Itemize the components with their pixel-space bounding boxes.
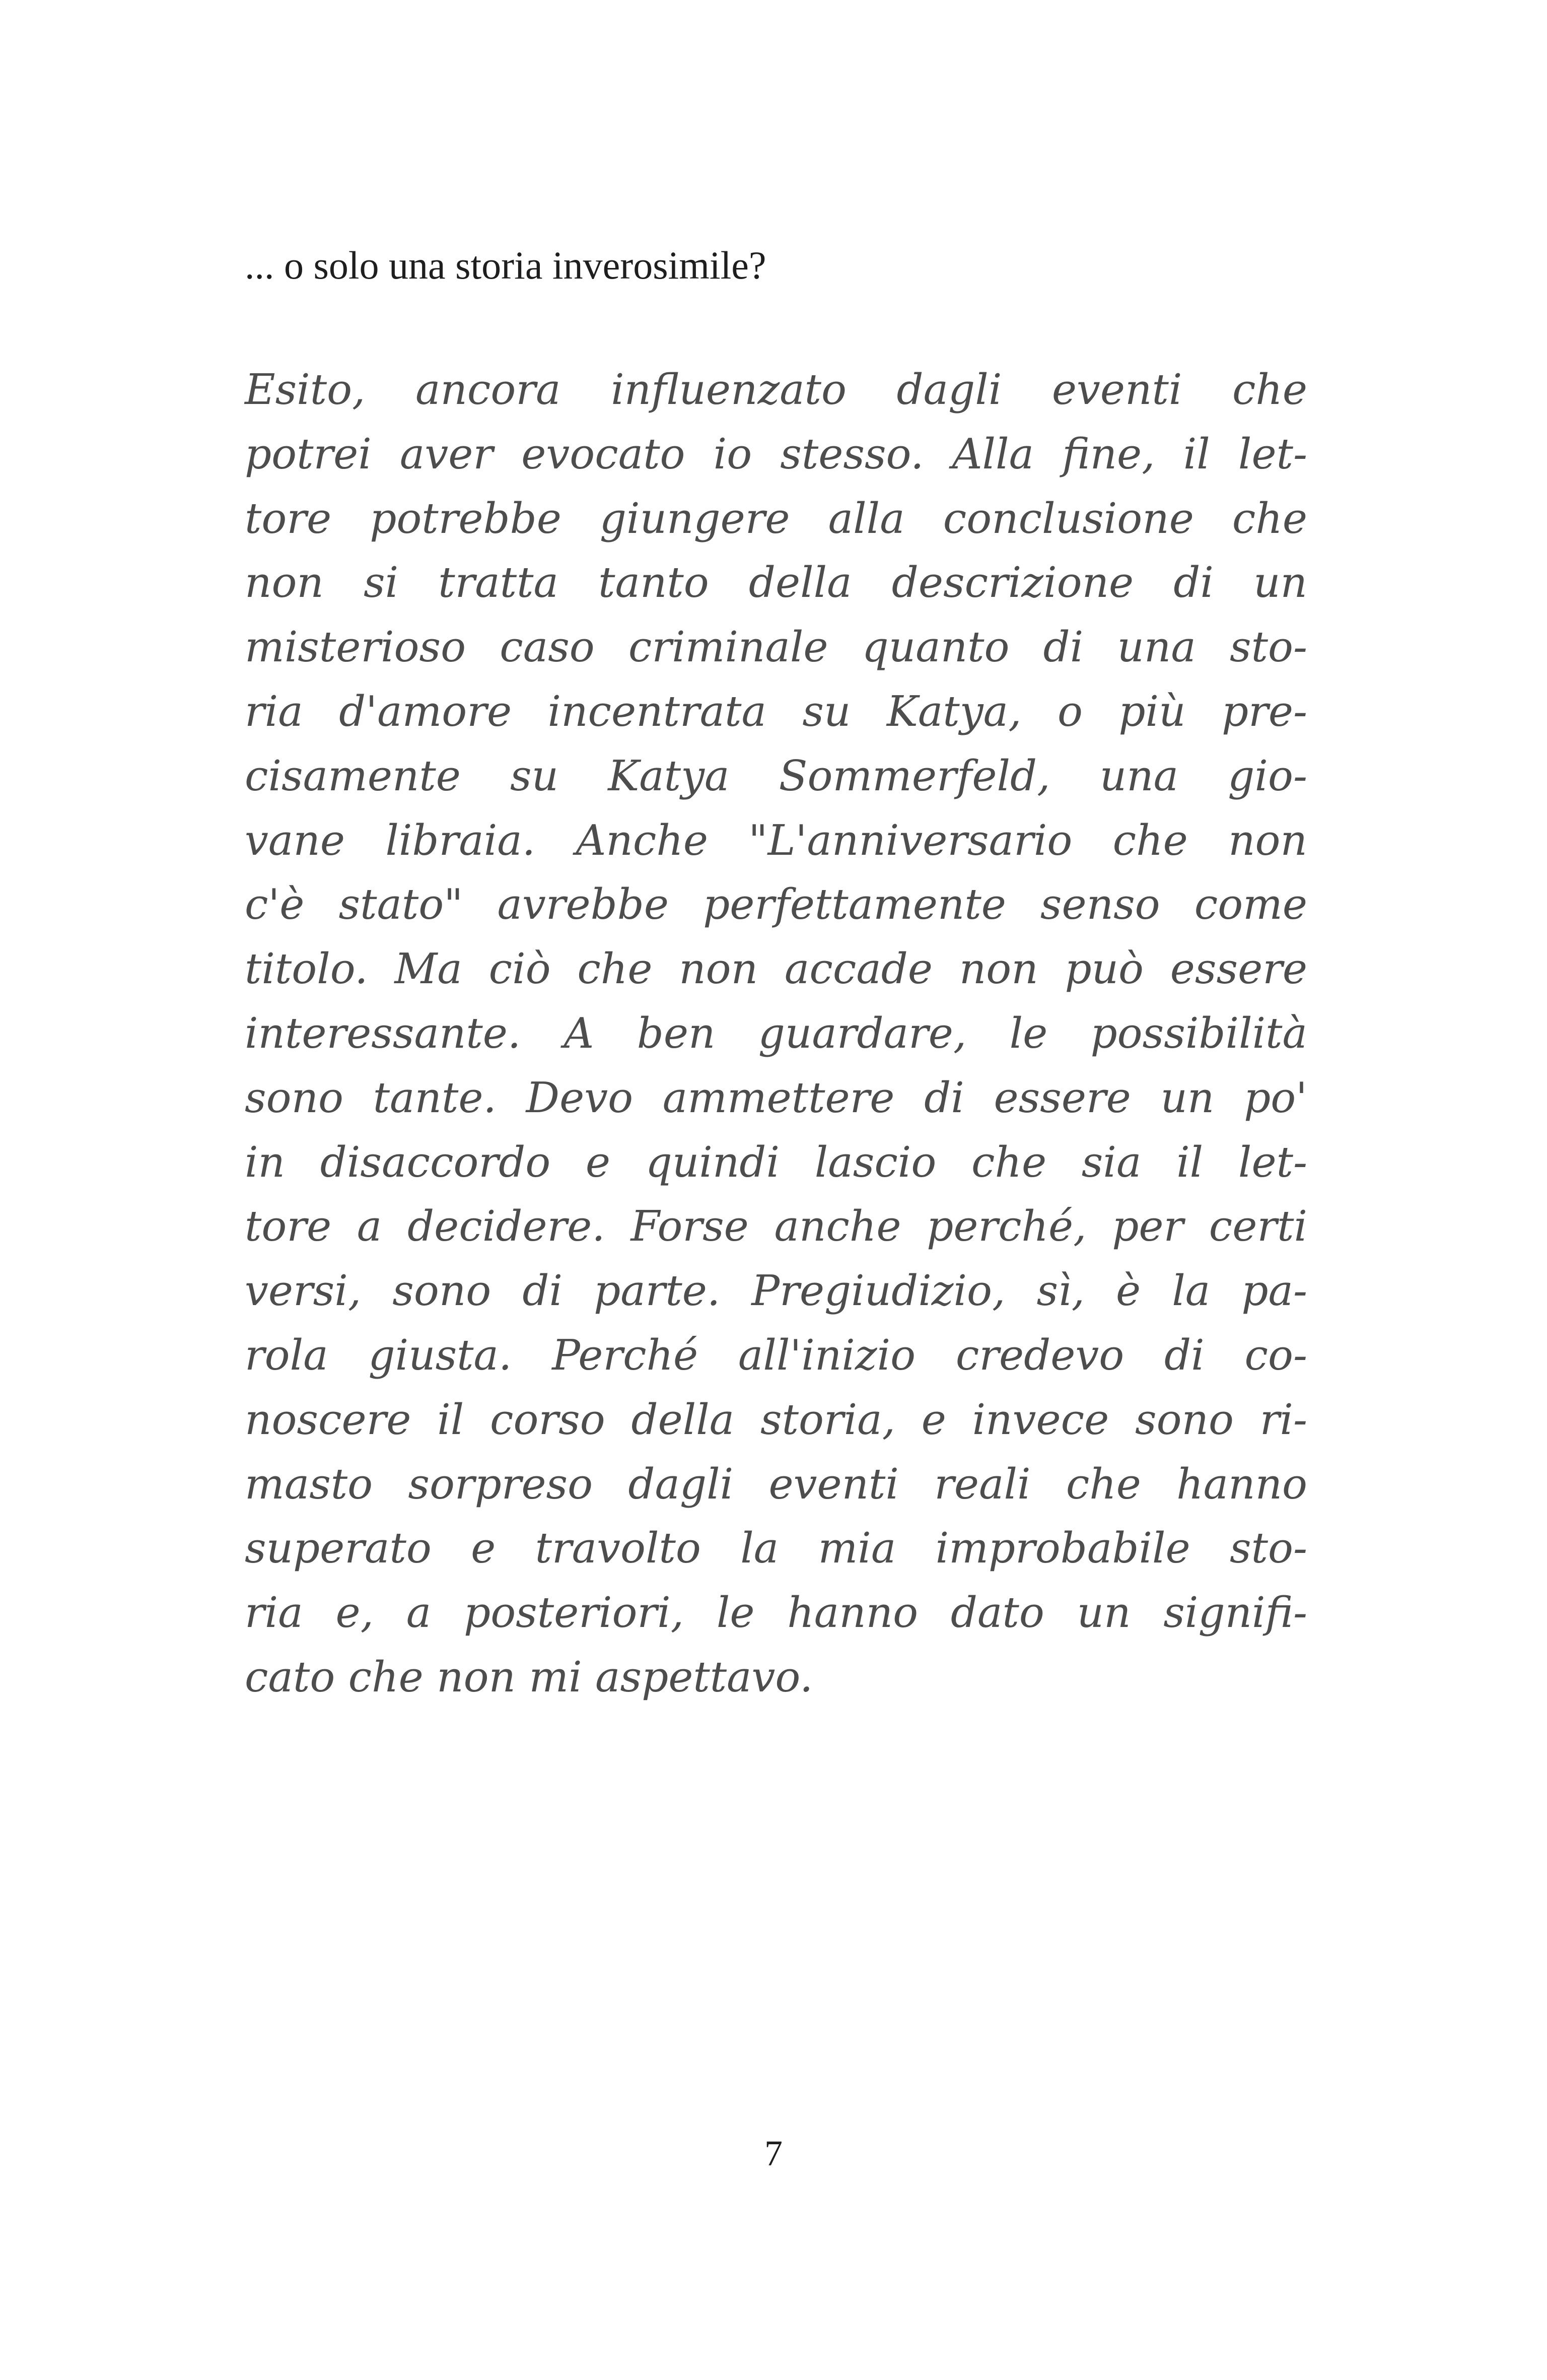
body-line: cisamente su Katya Sommerfeld, una gio- xyxy=(245,751,1307,800)
body-line: superato e travolto la mia improbabile sto- xyxy=(245,1524,1307,1573)
page-number: 7 xyxy=(764,2133,783,2173)
body-line: c'è stato" avrebbe perfettamente senso come xyxy=(245,880,1307,929)
body-line: vane libraia. Anche "L'anniversario che non xyxy=(245,815,1307,865)
body-line: tore potrebbe giungere alla conclusione che xyxy=(245,494,1307,543)
body-line: sono tante. Devo ammettere di essere un po' xyxy=(245,1073,1307,1122)
chapter-heading: ... o solo una storia inverosimile? xyxy=(245,243,766,287)
body-line: in disaccordo e quindi lascio che sia il let- xyxy=(245,1137,1307,1187)
body-paragraph xyxy=(245,358,1307,1710)
body-line: titolo. Ma ciò che non accade non può essere xyxy=(245,944,1307,994)
body-line: rola giusta. Perché all'inizio credevo di co- xyxy=(245,1330,1307,1380)
body-line: non si tratta tanto della descrizione di un xyxy=(245,558,1307,607)
body-line: potrei aver evocato io stesso. Alla fine, il let- xyxy=(245,429,1307,479)
body-line: masto sorpreso dagli eventi reali che hanno xyxy=(245,1459,1307,1509)
body-line: misterioso caso criminale quanto di una sto- xyxy=(245,623,1307,672)
body-line: interessante. A ben guardare, le possibilità xyxy=(245,1008,1307,1058)
body-line: noscere il corso della storia, e invece sono ri- xyxy=(245,1395,1307,1444)
body-line: Esito, ancora influenzato dagli eventi che xyxy=(245,365,1307,414)
body-line: tore a decidere. Forse anche perché, per certi xyxy=(245,1202,1307,1251)
body-line: ria d'amore incentrata su Katya, o più pre- xyxy=(245,687,1307,736)
body-line: ria e, a posteriori, le hanno dato un signifi- xyxy=(245,1588,1307,1638)
body-line: versi, sono di parte. Pregiudizio, sì, è la pa- xyxy=(245,1266,1307,1316)
body-line: cato che non mi aspettavo. xyxy=(245,1652,813,1702)
